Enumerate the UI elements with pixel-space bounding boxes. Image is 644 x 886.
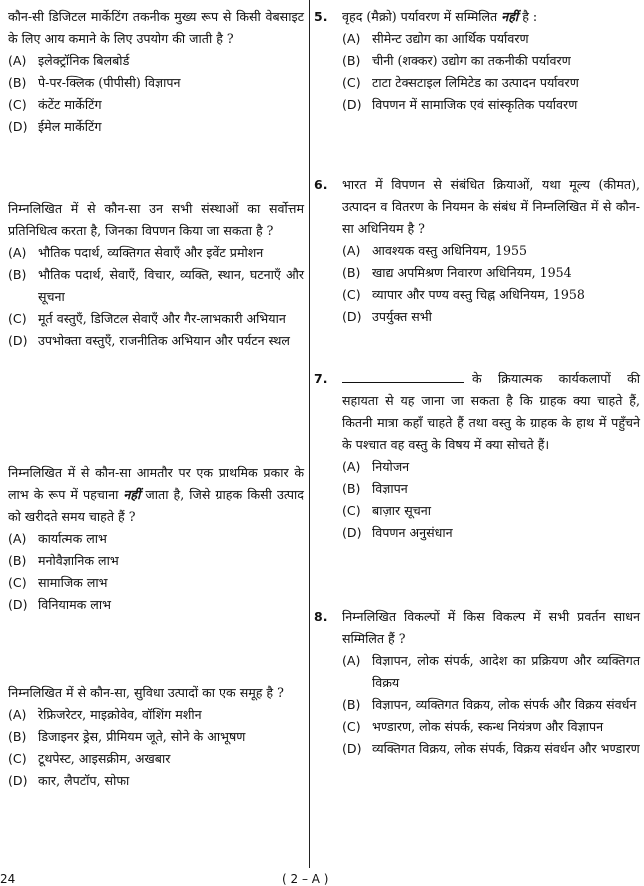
option-a[interactable]: (A) कार्यात्मक लाभ: [8, 531, 107, 546]
option-c[interactable]: (C) मूर्त वस्तुएँ, डिजिटल सेवाएँ और गैर-लाभकारी अभियान: [8, 311, 286, 326]
emphasis-not: नहीं: [501, 9, 519, 24]
question-left-4: [8, 682, 304, 792]
page-code-left: 24: [0, 872, 16, 886]
page-number: ( 2 – A ): [282, 872, 329, 886]
question-number: 7.: [314, 371, 328, 386]
option-b[interactable]: (B) पे-पर-क्लिक (पीपीसी) विज्ञापन: [8, 75, 181, 90]
option-d[interactable]: (D) विनियामक लाभ: [8, 597, 111, 612]
option-c[interactable]: (C) व्यापार और पण्य वस्तु चिह्न अधिनियम, 1958: [342, 287, 585, 302]
question-6: [314, 174, 640, 328]
question-stem: के क्रियात्मक कार्यकलापों की सहायता से यह जाना जा सकता है कि ग्राहक क्या चाहते हैं, कितनी मात्रा कहाँ चाहते हैं तथा वस्तु के ग्राहक के हाथ में पहुँचने के पश्चात वह वस्तु के विषय में क्या सोचते हैं।: [342, 371, 640, 452]
option-b[interactable]: (B) खाद्य अपमिश्रण निवारण अधिनियम, 1954: [342, 265, 572, 280]
option-c[interactable]: (C) भण्डारण, लोक संपर्क, स्कन्ध नियंत्रण और विज्ञापन: [342, 719, 604, 734]
option-d[interactable]: (D) विपणन अनुसंधान: [342, 525, 453, 540]
option-a[interactable]: (A) रेफ्रिजरेटर, माइक्रोवेव, वॉशिंग मशीन: [8, 707, 202, 722]
option-a[interactable]: (A) भौतिक पदार्थ, व्यक्तिगत सेवाएँ और इवेंट प्रमोशन: [8, 245, 264, 260]
question-stem: कौन-सी डिजिटल मार्केटिंग तकनीक मुख्य रूप से किसी वेबसाइट के लिए आय कमाने के लिए उपयोग की जाती है ?: [8, 9, 304, 46]
question-stem: निम्नलिखित में से कौन-सा, सुविधा उत्पादों का एक समूह है ?: [8, 685, 284, 700]
option-b[interactable]: (B) डिजाइनर ड्रेस, प्रीमियम जूते, सोने के आभूषण: [8, 729, 246, 744]
option-d[interactable]: (D) ईमेल मार्केटिंग: [8, 119, 102, 134]
question-stem: निम्नलिखित विकल्पों में किस विकल्प में सभी प्रवर्तन साधन सम्मिलित हैं ?: [342, 609, 640, 646]
fill-in-blank: [342, 370, 464, 383]
option-a[interactable]: (A) आवश्यक वस्तु अधिनियम, 1955: [342, 243, 528, 258]
question-left-3: [8, 462, 304, 616]
question-stem: वृहद (मैक्रो) पर्यावरण में सम्मिलित नहीं है :: [342, 9, 538, 24]
question-number: 5.: [314, 9, 328, 24]
option-b[interactable]: (B) चीनी (शक्कर) उद्योग का तकनीकी पर्यावरण: [342, 53, 571, 68]
question-stem: निम्नलिखित में से कौन-सा आमतौर पर एक प्राथमिक प्रकार के लाभ के रूप में पहचाना नहीं जाता है, जिसे ग्राहक किसी उत्पाद को खरीदते समय चाहते हैं ?: [8, 465, 304, 524]
option-c[interactable]: (C) सामाजिक लाभ: [8, 575, 108, 590]
option-c[interactable]: (C) कंटेंट मार्केटिंग: [8, 97, 102, 112]
option-a[interactable]: (A) सीमेन्ट उद्योग का आर्थिक पर्यावरण: [342, 31, 529, 46]
option-d[interactable]: (D) उपभोक्ता वस्तुएँ, राजनीतिक अभियान और पर्यटन स्थल: [8, 333, 290, 348]
option-d[interactable]: (D) विपणन में सामाजिक एवं सांस्कृतिक पर्यावरण: [342, 97, 578, 112]
option-b[interactable]: (B) मनोवैज्ञानिक लाभ: [8, 553, 119, 568]
option-d[interactable]: (D) व्यक्तिगत विक्रय, लोक संपर्क, विक्रय संवर्धन और भण्डारण: [342, 741, 640, 756]
option-a[interactable]: (A) विज्ञापन, लोक संपर्क, आदेश का प्रक्रियण और व्यक्तिगत विक्रय: [342, 653, 640, 690]
option-b[interactable]: (B) विज्ञापन, व्यक्तिगत विक्रय, लोक संपर्क और विक्रय संवर्धन: [342, 697, 637, 712]
option-a[interactable]: (A) इलेक्ट्रॉनिक बिलबोर्ड: [8, 53, 130, 68]
question-left-2: [8, 198, 304, 352]
question-5: [314, 6, 640, 116]
question-stem: भारत में विपणन से संबंधित क्रियाओं, यथा मूल्य (कीमत), उत्पादन व वितरण के नियमन के संबंध में निम्नलिखित में से कौन-सा अधिनियम है ?: [342, 177, 640, 236]
option-c[interactable]: (C) बाज़ार सूचना: [342, 503, 431, 518]
emphasis-not: नहीं: [123, 487, 141, 502]
option-d[interactable]: (D) कार, लैपटॉप, सोफा: [8, 773, 130, 788]
column-divider: [309, 0, 310, 868]
option-b[interactable]: (B) विज्ञापन: [342, 481, 408, 496]
question-left-1: [8, 6, 304, 138]
question-number: 8.: [314, 609, 328, 624]
option-b[interactable]: (B) भौतिक पदार्थ, सेवाएँ, विचार, व्यक्ति, स्थान, घटनाएँ और सूचना: [8, 267, 304, 304]
question-stem: निम्नलिखित में से कौन-सा उन सभी संस्थाओं का सर्वोत्तम प्रतिनिधित्व करता है, जिनका विपणन किया जा सकता है ?: [8, 201, 304, 238]
option-c[interactable]: (C) टाटा टेक्सटाइल लिमिटेड का उत्पादन पर्यावरण: [342, 75, 579, 90]
question-7: [314, 368, 640, 544]
option-d[interactable]: (D) उपर्युक्त सभी: [342, 309, 432, 324]
question-8: [314, 606, 640, 760]
option-a[interactable]: (A) नियोजन: [342, 459, 410, 474]
option-c[interactable]: (C) टूथपेस्ट, आइसक्रीम, अखबार: [8, 751, 171, 766]
question-number: 6.: [314, 177, 328, 192]
